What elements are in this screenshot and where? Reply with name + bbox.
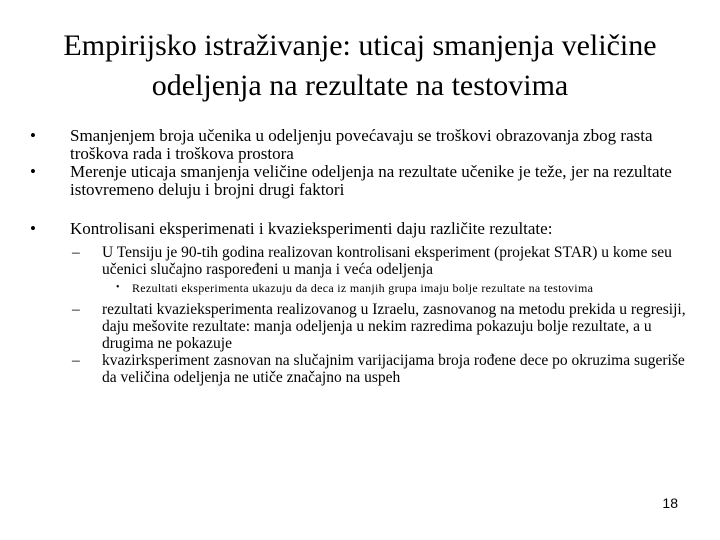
page-number: 18 <box>662 495 678 511</box>
bullet-text: Merenje uticaja smanjenja veličine odeljenja na rezultate učenike je teže, jer na rezultate istovremeno deluju i brojni drugi faktori <box>70 162 672 199</box>
bullet-marker: • <box>30 219 36 238</box>
dash-marker: – <box>72 244 80 261</box>
slide-content <box>30 127 690 386</box>
sub-sub-bullet-item <box>30 281 690 295</box>
bullet-item <box>30 127 690 163</box>
sub-bullet-text: rezultati kvazieksperimenta realizovanog u Izraelu, zasnovanog na metodu prekida u regresiji, daju mešovite rezultate: manja odeljenja u nekim razredima pokazuju bolje rezultate, a u drugima ne pokazuje <box>102 301 686 352</box>
bullet-item <box>30 220 690 238</box>
sub-bullet-item <box>30 244 690 278</box>
bullet-marker: • <box>116 282 120 293</box>
title-line-2: odeljenja na rezultate na testovima <box>151 69 569 102</box>
sub-bullet-text: U Tensiju je 90-tih godina realizovan kontrolisani eksperiment (projekat STAR) u kome seu učenici slučajno raspoređeni u manja i veća odeljenja <box>102 244 672 278</box>
dash-marker: – <box>72 301 80 318</box>
bullet-marker: • <box>30 162 36 181</box>
slide-title <box>0 26 720 106</box>
bullet-text: Kontrolisani eksperimenati i kvazieksperimenti daju različite rezultate: <box>70 219 553 238</box>
dash-marker: – <box>72 352 80 369</box>
bullet-item <box>30 163 690 199</box>
sub-bullet-item <box>30 352 690 386</box>
sub-bullet-text: kvazirksperiment zasnovan na slučajnim varijacijama broja rođene dece po okruzima sugeriše da veličina odeljenja ne utiče značajno na uspeh <box>102 352 685 386</box>
title-line-1: Empirijsko istraživanje: uticaj smanjenja veličine <box>63 29 657 62</box>
sub-sub-bullet-text: Rezultati eksperimenta ukazuju da deca iz manjih grupa imaju bolje rezultate na testovima <box>132 281 594 295</box>
bullet-marker: • <box>30 126 36 145</box>
bullet-text: Smanjenjem broja učenika u odeljenju povećavaju se troškovi obrazovanja zbog rasta troškova rada i troškova prostora <box>70 126 653 163</box>
sub-bullet-item <box>30 301 690 352</box>
